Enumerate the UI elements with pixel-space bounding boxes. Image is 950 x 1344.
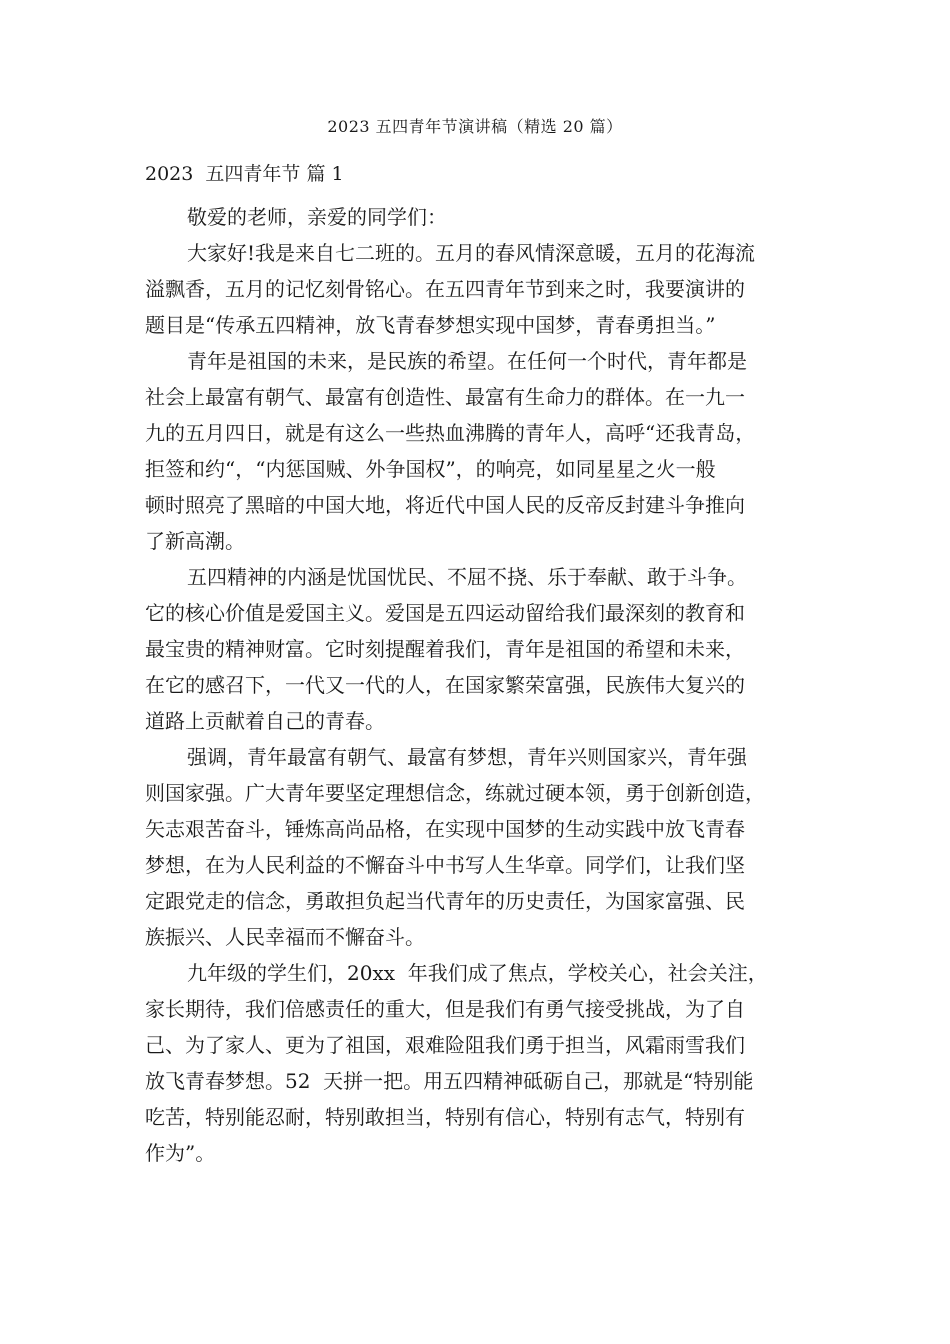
paragraph-line: 道路上贡献着自己的青春。	[145, 709, 385, 733]
paragraph-line: 敬爱的老师，亲爱的同学们：	[187, 205, 447, 229]
paragraph-line: 则国家强。广大青年要坚定理想信念，练就过硬本领，勇于创新创造，	[145, 781, 765, 805]
paragraph-line: 拒签和约“，“内惩国贼、外争国权”，的响亮，如同星星之火一般	[145, 457, 716, 481]
paragraph-line: 社会上最富有朝气、最富有创造性、最富有生命力的群体。在一九一	[145, 385, 745, 409]
paragraph-line: 题目是“传承五四精神，放飞青春梦想实现中国梦，青春勇担当。”	[145, 313, 716, 337]
paragraph	[145, 559, 815, 739]
paragraph	[145, 739, 815, 955]
paragraph-line: 最宝贵的精神财富。它时刻提醒着我们，青年是祖国的希望和未来，	[145, 637, 745, 661]
paragraph	[145, 955, 815, 1171]
paragraph-line: 它的核心价值是爱国主义。爱国是五四运动留给我们最深刻的教育和	[145, 601, 745, 625]
paragraph-line: 青年是祖国的未来，是民族的希望。在任何一个时代，青年都是	[187, 349, 747, 373]
paragraph-line: 矢志艰苦奋斗，锤炼高尚品格，在实现中国梦的生动实践中放飞青春	[145, 817, 745, 841]
paragraph-line: 了新高潮。	[145, 529, 245, 553]
paragraph-line: 在它的感召下，一代又一代的人，在国家繁荣富强，民族伟大复兴的	[145, 673, 745, 697]
paragraph-line: 家长期待，我们倍感责任的重大，但是我们有勇气接受挑战，为了自	[145, 997, 745, 1021]
paragraph-line: 族振兴、人民幸福而不懈奋斗。	[145, 925, 425, 949]
paragraph-line: 九的五月四日，就是有这么一些热血沸腾的青年人，高呼“还我青岛，	[145, 421, 756, 445]
paragraph-line: 顿时照亮了黑暗的中国大地，将近代中国人民的反帝反封建斗争推向	[145, 493, 745, 517]
paragraph-line: 强调，青年最富有朝气、最富有梦想，青年兴则国家兴，青年强	[187, 745, 747, 769]
paragraph	[145, 235, 815, 343]
paragraph-line: 定跟党走的信念，勇敢担负起当代青年的历史责任，为国家富强、民	[145, 889, 745, 913]
paragraph-line: 五四精神的内涵是忧国忧民、不屈不挠、乐于奉献、敢于斗争。	[187, 565, 747, 589]
paragraph-line: 大家好!我是来自七二班的。五月的春风情深意暖，五月的花海流	[187, 241, 756, 265]
paragraph	[145, 343, 815, 559]
paragraph-line: 九年级的学生们，20xx 年我们成了焦点，学校关心，社会关注，	[187, 961, 768, 985]
paragraph	[145, 199, 815, 235]
paragraph-line: 己、为了家人、更为了祖国，艰难险阻我们勇于担当，风霜雨雪我们	[145, 1033, 745, 1057]
document-title: 2023 五四青年节演讲稿（精选 20 篇）	[327, 117, 623, 136]
paragraph-line: 放飞青春梦想。52 天拼一把。用五四精神砥砺自己，那就是“特别能	[145, 1069, 754, 1093]
document-body	[145, 199, 815, 1171]
paragraph-line: 作为”。	[145, 1141, 216, 1165]
paragraph-line: 溢飘香，五月的记忆刻骨铭心。在五四青年节到来之时，我要演讲的	[145, 277, 745, 301]
section-heading: 2023 五四青年节 篇 1	[145, 163, 344, 185]
paragraph-line: 吃苦，特别能忍耐，特别敢担当，特别有信心，特别有志气，特别有	[145, 1105, 745, 1129]
paragraph-line: 梦想，在为人民利益的不懈奋斗中书写人生华章。同学们，让我们坚	[145, 853, 745, 877]
